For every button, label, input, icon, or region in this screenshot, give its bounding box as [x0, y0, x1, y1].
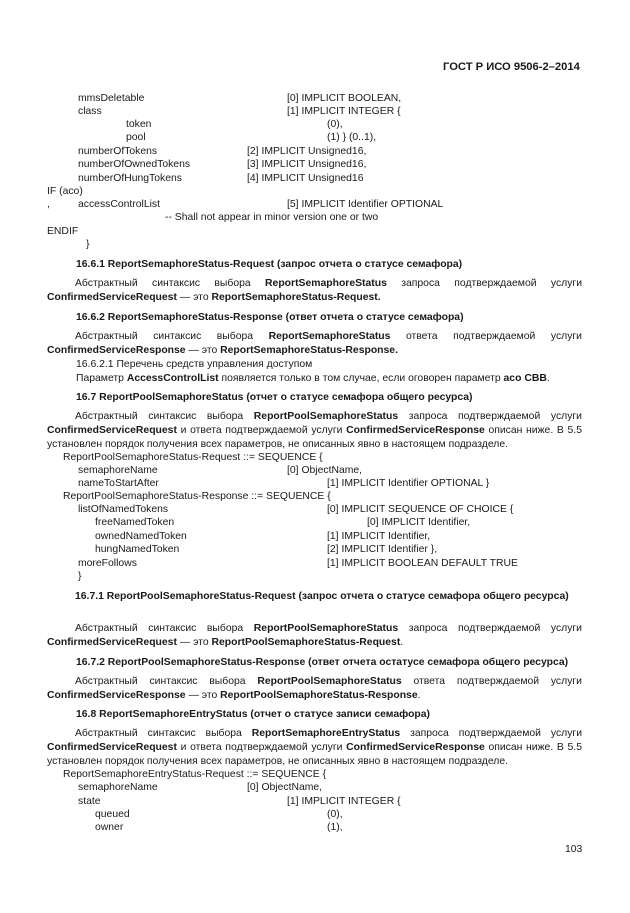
code-field-name: state	[78, 796, 101, 807]
code-enum-name: pool	[126, 132, 146, 143]
paragraph-16-7-2: Абстрактный синтаксис выбора ReportPoolSemaphoreStatus ответа подтверждаемой услуги ConfirmedServiceResponse — это ReportPoolSemaphoreStatus-Response.	[47, 676, 582, 701]
section-heading-16-6-2: 16.6.2 ReportSemaphoreStatus-Response (ответ отчета о статусе семафора)	[76, 312, 464, 323]
code-field-type: [0] IMPLICIT BOOLEAN,	[287, 93, 402, 104]
code-enum-name: token	[126, 119, 152, 130]
paragraph-16-7-1: Абстрактный синтаксис выбора ReportPoolSemaphoreStatus запроса подтверждаемой услуги ConfirmedServiceRequest — это ReportPoolSemaphoreStatus-Request.	[47, 623, 582, 648]
code-enum-name: queued	[95, 809, 130, 820]
code-field-type: [1] IMPLICIT INTEGER {	[287, 796, 401, 807]
paragraph-16-6-2: Абстрактный синтаксис выбора ReportSemaphoreStatus ответа подтверждаемой услуги ConfirmedServiceResponse — это ReportSemaphoreStatus-Response.	[47, 331, 582, 356]
document-header: ГОСТ Р ИСО 9506-2–2014	[443, 61, 580, 73]
code-field-type: [4] IMPLICIT Unsigned16	[247, 173, 364, 184]
section-heading-16-8: 16.8 ReportSemaphoreEntryStatus (отчет о статусе записи семафора)	[76, 709, 431, 720]
code-field-type: [1] IMPLICIT Identifier OPTIONAL }	[327, 478, 490, 489]
code-field-type: [3] IMPLICIT Unsigned16,	[247, 159, 367, 170]
page-number: 103	[565, 844, 583, 855]
code-field-name: class	[78, 106, 102, 117]
code-endif: ENDIF	[47, 226, 79, 237]
code-field-name: numberOfOwnedTokens	[78, 159, 191, 170]
code-enum-value: (0),	[327, 809, 343, 820]
code-field-name: mmsDeletable	[78, 93, 145, 104]
code-sequence-header: ReportSemaphoreEntryStatus-Request ::= SEQUENCE {	[63, 769, 327, 780]
code-enum-name: owner	[95, 822, 124, 833]
subsection-heading-16-6-2-1: 16.6.2.1 Перечень средств управления доступом	[76, 359, 313, 370]
code-choice-name: ownedNamedToken	[95, 531, 187, 542]
code-enum-value: (0),	[327, 119, 343, 130]
code-field-name: semaphoreName	[78, 465, 158, 476]
code-field-type: [2] IMPLICIT Unsigned16,	[247, 146, 367, 157]
code-field-name: numberOfHungTokens	[78, 173, 182, 184]
code-choice-type: [2] IMPLICIT Identifier },	[327, 544, 438, 555]
code-choice-type: [1] IMPLICIT Identifier,	[327, 531, 431, 542]
code-enum-value: (1) } (0..1),	[327, 132, 377, 143]
code-choice-name: freeNamedToken	[95, 517, 175, 528]
code-field-type: [1] IMPLICIT INTEGER {	[287, 106, 401, 117]
code-close-brace: }	[86, 239, 90, 250]
paragraph-access-control: Параметр AccessControlList появляется только в том случае, если оговорен параметр aco CBB.	[76, 373, 550, 384]
paragraph-16-7: Абстрактный синтаксис выбора ReportPoolSemaphoreStatus запроса подтверждаемой услуги ConfirmedServiceRequest и ответа подтверждаемой услуги ConfirmedServiceResponse описан ниже. В 5.5 установлен порядок получения всех параметров, не описанных явно в настоящем подразделе.	[47, 411, 582, 450]
code-field-name: listOfNamedTokens	[78, 504, 169, 515]
code-field-name: moreFollows	[78, 558, 137, 569]
code-field-name: accessControlList	[78, 199, 161, 210]
paragraph-16-6-1: Абстрактный синтаксис выбора ReportSemaphoreStatus запроса подтверждаемой услуги ConfirmedServiceRequest — это ReportSemaphoreStatus-Request.	[47, 278, 582, 303]
code-comma: ,	[47, 199, 50, 210]
code-field-name: nameToStartAfter	[78, 478, 159, 489]
code-field-name: semaphoreName	[78, 782, 158, 793]
code-sequence-header: ReportPoolSemaphoreStatus-Request ::= SEQUENCE {	[63, 452, 323, 463]
code-enum-value: (1),	[327, 822, 343, 833]
code-field-type: [0] ObjectName,	[247, 782, 323, 793]
paragraph-16-8: Абстрактный синтаксис выбора ReportSemaphoreEntryStatus запроса подтверждаемой услуги ConfirmedServiceRequest и ответа подтверждаемой услуги ConfirmedServiceResponse описан ниже. В 5.5 установлен порядок получения всех параметров, не описанных явно в настоящем подразделе.	[47, 728, 582, 767]
section-heading-16-7-2: 16.7.2 ReportPoolSemaphoreStatus-Response (ответ отчета остатусе семафора общего ресурса)	[76, 657, 569, 668]
section-heading-16-7-1: 16.7.1 ReportPoolSemaphoreStatus-Request (запрос отчета о статусе семафора общего ресурса)	[75, 591, 569, 602]
code-close-brace: }	[78, 571, 82, 582]
code-choice-type: [0] IMPLICIT Identifier,	[367, 517, 471, 528]
code-choice-name: hungNamedToken	[95, 544, 180, 555]
code-field-type: [0] ObjectName,	[287, 465, 363, 476]
code-field-type: [0] IMPLICIT SEQUENCE OF CHOICE {	[327, 504, 514, 515]
code-field-name: numberOfTokens	[78, 146, 158, 157]
section-heading-16-7: 16.7 ReportPoolSemaphoreStatus (отчет о статусе семафора общего ресурса)	[76, 392, 473, 403]
code-field-type: [1] IMPLICIT BOOLEAN DEFAULT TRUE	[327, 558, 518, 569]
code-if: IF (aco)	[47, 186, 83, 197]
section-heading-16-6-1: 16.6.1 ReportSemaphoreStatus-Request (запрос отчета о статусе семафора)	[76, 259, 463, 270]
code-sequence-header: ReportPoolSemaphoreStatus-Response ::= SEQUENCE {	[63, 491, 331, 502]
code-field-type: [5] IMPLICIT Identifier OPTIONAL	[287, 199, 444, 210]
code-comment: -- Shall not appear in minor version one or two	[165, 212, 379, 223]
